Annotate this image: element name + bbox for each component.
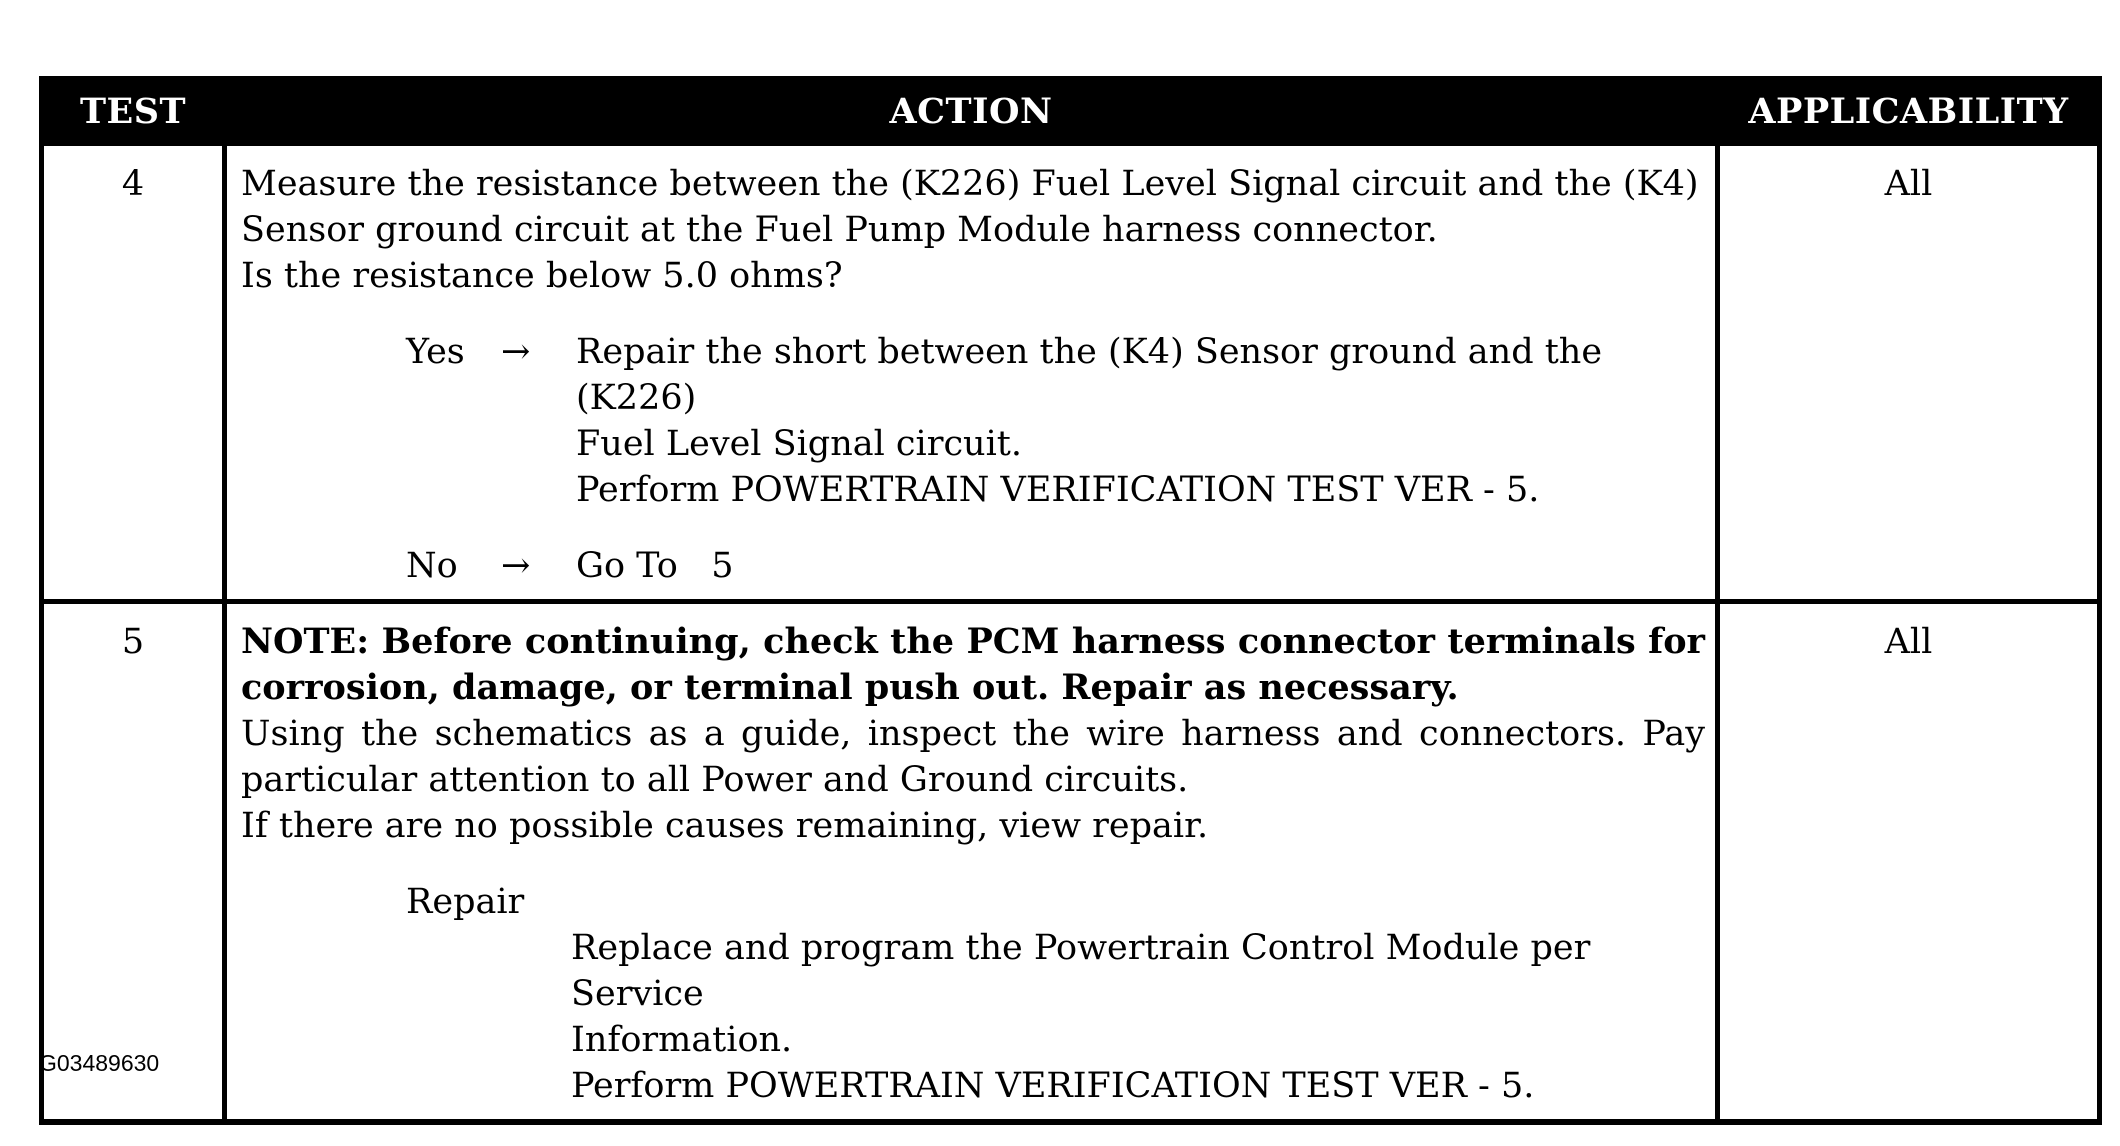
right-arrow-icon: →	[501, 546, 531, 586]
diagnostic-test-table	[39, 76, 2102, 1125]
repair-label: Repair	[406, 882, 525, 922]
action-cell	[225, 144, 1718, 602]
action-text-line: Measure the resistance between the (K226) Fuel Level Signal circuit and the (K4)	[241, 164, 1699, 204]
yes-label: Yes	[406, 332, 465, 372]
yes-text-line: Perform POWERTRAIN VERIFICATION TEST VER - 5.	[576, 470, 1540, 510]
action-text-line: Sensor ground circuit at the Fuel Pump Module harness connector.	[241, 210, 1438, 250]
table-row	[42, 602, 2100, 1123]
figure-id: G03489630	[39, 1050, 160, 1076]
yes-text-line: Repair the short between the (K4) Sensor ground and the (K226)	[576, 332, 1603, 418]
repair-text-line: Perform POWERTRAIN VERIFICATION TEST VER - 5.	[571, 1066, 1535, 1106]
yes-branch	[406, 329, 1705, 513]
action-text-line: particular attention to all Power and Ground circuits.	[241, 760, 1189, 800]
action-text-line: Using the schematics as a guide, inspect the wire harness and connectors. Pay	[241, 714, 1705, 754]
yes-text-line: Fuel Level Signal circuit.	[576, 424, 1022, 464]
repair-text-line: Information.	[571, 1020, 793, 1060]
table-row	[42, 144, 2100, 602]
test-number: 5	[42, 602, 225, 1123]
no-branch	[406, 543, 1705, 589]
test-number: 4	[42, 144, 225, 602]
action-question: Is the resistance below 5.0 ohms?	[241, 256, 843, 296]
header-test: TEST	[42, 79, 225, 144]
header-applicability: APPLICABILITY	[1718, 79, 2100, 144]
action-cell	[225, 602, 1718, 1123]
action-text-line: If there are no possible causes remaining, view repair.	[241, 806, 1209, 846]
repair-text	[571, 925, 1705, 1109]
note-text-line: NOTE: Before continuing, check the PCM harness connector terminals for	[241, 621, 1705, 662]
note-text-line: corrosion, damage, or terminal push out. Repair as necessary.	[241, 667, 1459, 708]
go-to-link[interactable]: Go To 5	[576, 546, 734, 586]
applicability-value: All	[1718, 602, 2100, 1123]
no-label: No	[406, 546, 458, 586]
applicability-value: All	[1718, 144, 2100, 602]
repair-text-line: Replace and program the Powertrain Control Module per Service	[571, 928, 1591, 1014]
table-header-row	[42, 79, 2100, 144]
header-action: ACTION	[225, 79, 1718, 144]
right-arrow-icon: →	[501, 332, 531, 372]
